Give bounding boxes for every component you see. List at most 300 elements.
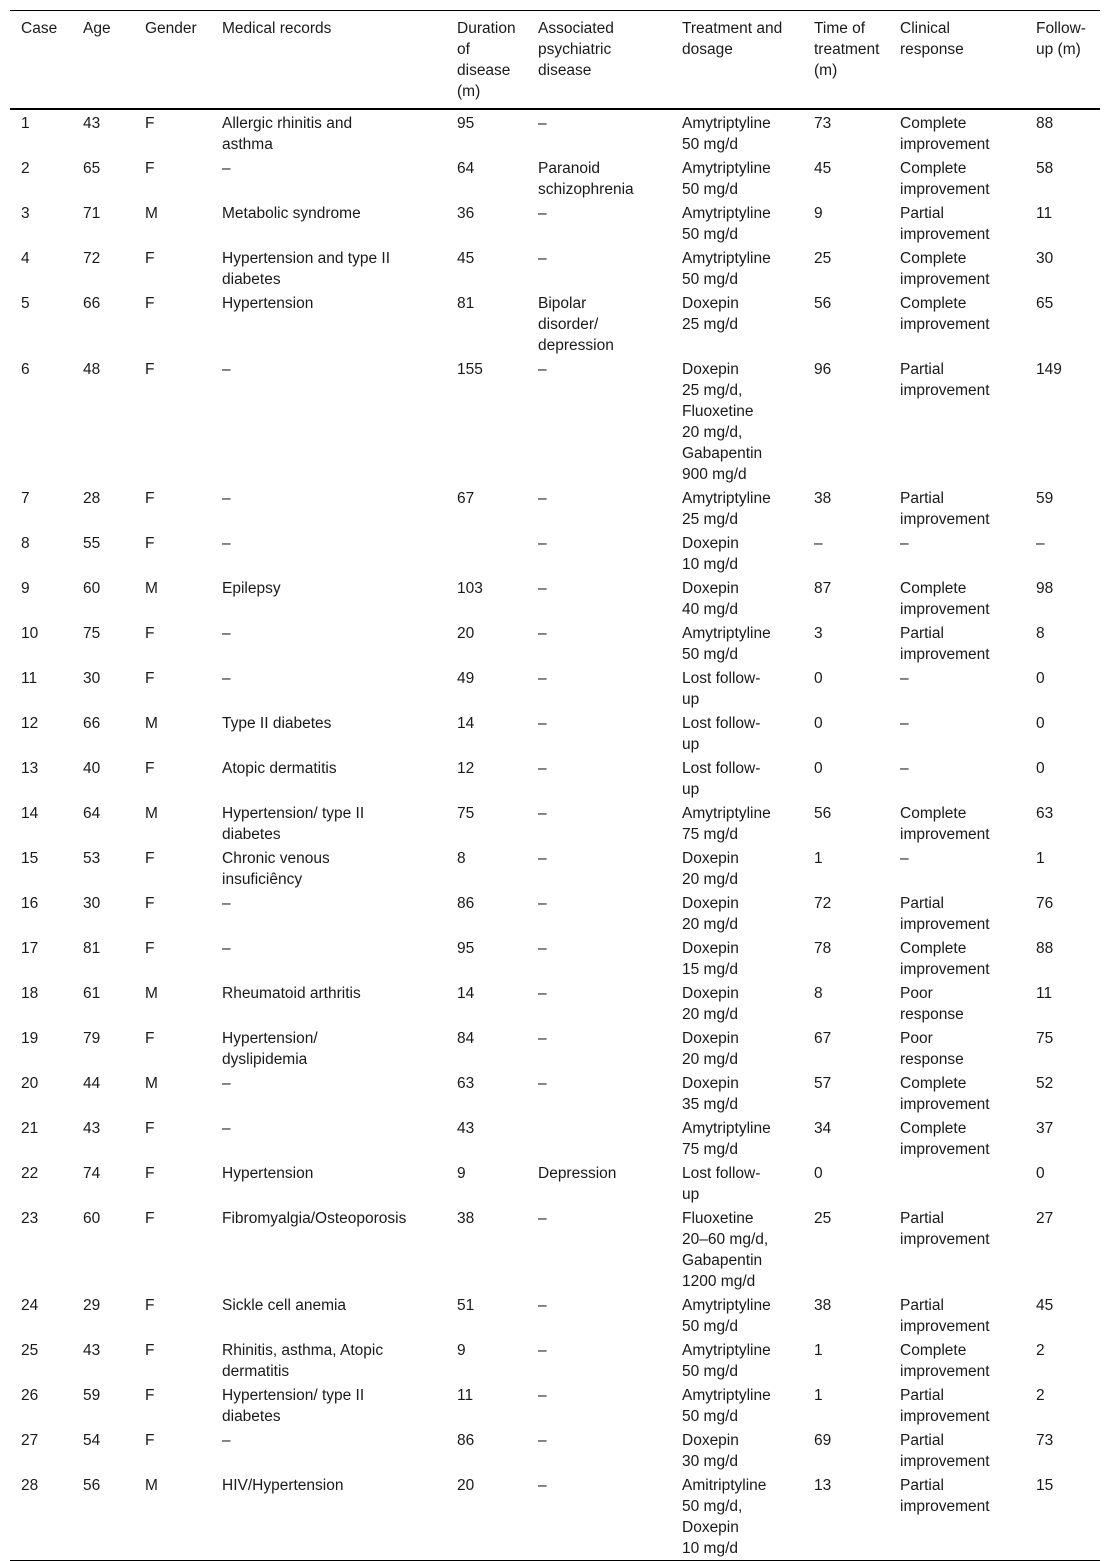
cell-age: 40 — [83, 760, 101, 777]
cell-text-line: Doxepin — [682, 1030, 739, 1047]
cell-psychiatric-disease — [527, 801, 671, 846]
cell-duration: 9 — [457, 1165, 466, 1182]
cell-text-line: improvement — [900, 601, 990, 618]
table-row — [10, 201, 1100, 246]
cell-time-of-treatment: 69 — [814, 1432, 832, 1449]
cell-gender: F — [145, 1120, 155, 1137]
cell-time-of-treatment: 25 — [814, 250, 832, 267]
cell-clinical-response — [889, 1206, 1025, 1293]
cell-psychiatric-disease — [527, 357, 671, 486]
cell-medical-records — [211, 1428, 446, 1473]
cell-case: 9 — [21, 580, 30, 597]
cell-time-of-treatment: 73 — [814, 115, 832, 132]
cell-gender: F — [145, 940, 155, 957]
cell-text-line: – — [538, 760, 547, 777]
cell-text-line: – — [538, 670, 547, 687]
cell-medical-records — [211, 846, 446, 891]
case-table — [10, 10, 1100, 1561]
cell-text-line: – — [538, 580, 547, 597]
cell-text-line: Bipolar — [538, 295, 587, 312]
header-duration — [446, 11, 527, 110]
cell-medical-records — [211, 357, 446, 486]
cell-text-line: Complete — [900, 1342, 967, 1359]
cell-text-line: Metabolic syndrome — [222, 205, 361, 222]
cell-gender: F — [145, 361, 155, 378]
cell-case: 24 — [21, 1297, 39, 1314]
cell-text-line: depression — [538, 337, 614, 354]
cell-follow-up: 8 — [1036, 625, 1045, 642]
cell-text-line: Chronic venous — [222, 850, 330, 867]
cell-clinical-response — [889, 981, 1025, 1026]
cell-text-line: dermatitis — [222, 1363, 290, 1380]
cell-follow-up: 2 — [1036, 1387, 1045, 1404]
cell-text-line: improvement — [900, 511, 990, 528]
cell-gender: F — [145, 490, 155, 507]
cell-treatment — [671, 156, 803, 201]
cell-text-line: 20–60 mg/d, — [682, 1231, 769, 1248]
cell-text-line: Epilepsy — [222, 580, 281, 597]
cell-medical-records — [211, 1026, 446, 1071]
cell-text-line: Amytriptyline — [682, 160, 771, 177]
cell-follow-up: 0 — [1036, 670, 1045, 687]
cell-clinical-response — [889, 756, 1025, 801]
cell-duration: 86 — [457, 895, 475, 912]
cell-age: 66 — [83, 295, 101, 312]
cell-text-line: improvement — [900, 181, 990, 198]
cell-text-line: dyslipidemia — [222, 1051, 308, 1068]
header-psychiatric-disease — [527, 11, 671, 110]
cell-psychiatric-disease — [527, 576, 671, 621]
cell-case: 17 — [21, 940, 39, 957]
table-row — [10, 357, 1100, 486]
cell-clinical-response — [889, 576, 1025, 621]
cell-text-line: 20 mg/d — [682, 916, 739, 933]
cell-time-of-treatment: 57 — [814, 1075, 832, 1092]
cell-follow-up: 30 — [1036, 250, 1054, 267]
cell-text-line: Complete — [900, 250, 967, 267]
cell-psychiatric-disease — [527, 156, 671, 201]
cell-text-line: Partial — [900, 361, 944, 378]
cell-case: 27 — [21, 1432, 39, 1449]
cell-medical-records — [211, 891, 446, 936]
header-text-line: response — [900, 41, 964, 58]
cell-treatment — [671, 1383, 803, 1428]
cell-case: 16 — [21, 895, 39, 912]
cell-text-line: – — [538, 1297, 547, 1314]
cell-psychiatric-disease — [527, 936, 671, 981]
cell-medical-records — [211, 201, 446, 246]
header-text-line: Follow- — [1036, 20, 1086, 37]
cell-clinical-response — [889, 109, 1025, 156]
cell-text-line: Fluoxetine — [682, 1210, 754, 1227]
cell-text-line: – — [538, 1342, 547, 1359]
table-header — [10, 11, 1100, 110]
cell-text-line: Complete — [900, 580, 967, 597]
table-row — [10, 246, 1100, 291]
cell-time-of-treatment: 1 — [814, 1387, 823, 1404]
cell-follow-up: 73 — [1036, 1432, 1054, 1449]
cell-text-line: 30 mg/d — [682, 1453, 739, 1470]
cell-text-line: Complete — [900, 115, 967, 132]
cell-text-line: 75 mg/d — [682, 1141, 739, 1158]
cell-text-line: improvement — [900, 916, 990, 933]
cell-duration: 95 — [457, 940, 475, 957]
cell-treatment — [671, 891, 803, 936]
cell-text-line: improvement — [900, 1498, 990, 1515]
cell-follow-up: 52 — [1036, 1075, 1054, 1092]
cell-text-line: – — [538, 625, 547, 642]
cell-duration: 20 — [457, 625, 475, 642]
cell-treatment — [671, 981, 803, 1026]
cell-psychiatric-disease — [527, 1338, 671, 1383]
cell-text-line: – — [222, 940, 231, 957]
cell-treatment — [671, 486, 803, 531]
cell-duration: 64 — [457, 160, 475, 177]
table-row — [10, 621, 1100, 666]
cell-gender: F — [145, 625, 155, 642]
cell-duration: 67 — [457, 490, 475, 507]
cell-text-line: Amytriptyline — [682, 250, 771, 267]
cell-follow-up: 45 — [1036, 1297, 1054, 1314]
cell-text-line: Complete — [900, 1120, 967, 1137]
cell-psychiatric-disease — [527, 1161, 671, 1206]
cell-age: 66 — [83, 715, 101, 732]
cell-duration: 14 — [457, 985, 475, 1002]
header-gender — [134, 11, 211, 110]
cell-gender: F — [145, 1030, 155, 1047]
cell-clinical-response — [889, 1071, 1025, 1116]
header-text-line: Treatment and — [682, 20, 783, 37]
cell-time-of-treatment: 56 — [814, 295, 832, 312]
cell-gender: F — [145, 1342, 155, 1359]
cell-text-line: 50 mg/d — [682, 226, 739, 243]
cell-case: 19 — [21, 1030, 39, 1047]
cell-clinical-response — [889, 201, 1025, 246]
cell-text-line: schizophrenia — [538, 181, 634, 198]
cell-medical-records — [211, 109, 446, 156]
cell-age: 44 — [83, 1075, 101, 1092]
header-text-line: Gender — [145, 20, 197, 37]
cell-text-line: response — [900, 1051, 964, 1068]
cell-medical-records — [211, 1206, 446, 1293]
cell-text-line: diabetes — [222, 1408, 281, 1425]
cell-medical-records — [211, 1473, 446, 1561]
cell-text-line: Hypertension/ type II — [222, 805, 365, 822]
header-case — [10, 11, 72, 110]
cell-follow-up: 98 — [1036, 580, 1054, 597]
cell-text-line: 35 mg/d — [682, 1096, 739, 1113]
cell-time-of-treatment: 0 — [814, 715, 823, 732]
cell-text-line: 50 mg/d — [682, 271, 739, 288]
cell-psychiatric-disease — [527, 1206, 671, 1293]
cell-text-line: Amytriptyline — [682, 625, 771, 642]
cell-text-line: – — [222, 361, 231, 378]
cell-follow-up: 88 — [1036, 115, 1054, 132]
header-text-line: (m) — [814, 62, 838, 79]
cell-clinical-response — [889, 1116, 1025, 1161]
cell-treatment — [671, 1473, 803, 1561]
cell-gender: M — [145, 580, 158, 597]
cell-text-line: – — [222, 1432, 231, 1449]
header-text-line: up (m) — [1036, 41, 1081, 58]
cell-text-line: – — [222, 1120, 231, 1137]
cell-time-of-treatment: 1 — [814, 850, 823, 867]
cell-duration: 49 — [457, 670, 475, 687]
cell-medical-records — [211, 621, 446, 666]
cell-text-line: improvement — [900, 1363, 990, 1380]
cell-case: 22 — [21, 1165, 39, 1182]
cell-follow-up: 63 — [1036, 805, 1054, 822]
cell-age: 43 — [83, 1120, 101, 1137]
header-treatment — [671, 11, 803, 110]
cell-follow-up: 149 — [1036, 361, 1062, 378]
cell-text-line: up — [682, 736, 700, 753]
cell-age: 65 — [83, 160, 101, 177]
header-text-line: disease — [457, 62, 511, 79]
table-row — [10, 801, 1100, 846]
cell-text-line: Complete — [900, 805, 967, 822]
cell-clinical-response — [889, 1428, 1025, 1473]
cell-duration: 14 — [457, 715, 475, 732]
table-row — [10, 936, 1100, 981]
cell-clinical-response — [889, 291, 1025, 357]
cell-duration: 84 — [457, 1030, 475, 1047]
cell-text-line: Amytriptyline — [682, 1387, 771, 1404]
header-text-line: of — [457, 41, 470, 58]
cell-medical-records — [211, 711, 446, 756]
cell-text-line: Paranoid — [538, 160, 601, 177]
cell-time-of-treatment: 0 — [814, 1165, 823, 1182]
cell-text-line: – — [222, 535, 231, 552]
cell-psychiatric-disease — [527, 666, 671, 711]
cell-text-line: – — [538, 205, 547, 222]
cell-clinical-response — [889, 936, 1025, 981]
header-text-line: dosage — [682, 41, 733, 58]
cell-text-line: Partial — [900, 895, 944, 912]
cell-psychiatric-disease — [527, 531, 671, 576]
cell-text-line: insuficiêncy — [222, 871, 303, 888]
cell-text-line: Poor — [900, 985, 933, 1002]
cell-text-line: 40 mg/d — [682, 601, 739, 618]
cell-medical-records — [211, 1338, 446, 1383]
cell-text-line: – — [222, 1075, 231, 1092]
cell-text-line: Depression — [538, 1165, 617, 1182]
cell-treatment — [671, 1116, 803, 1161]
cell-text-line: response — [900, 1006, 964, 1023]
cell-text-line: Lost follow- — [682, 670, 761, 687]
cell-case: 21 — [21, 1120, 39, 1137]
cell-text-line: Doxepin — [682, 1432, 739, 1449]
cell-text-line: 25 mg/d — [682, 316, 739, 333]
cell-duration: 75 — [457, 805, 475, 822]
cell-text-line: 20 mg/d — [682, 1006, 739, 1023]
header-text-line: Age — [83, 20, 111, 37]
table-row — [10, 109, 1100, 156]
cell-gender: F — [145, 895, 155, 912]
cell-text-line: Amytriptyline — [682, 805, 771, 822]
cell-text-line: Hypertension and type II — [222, 250, 391, 267]
cell-age: 30 — [83, 670, 101, 687]
cell-treatment — [671, 846, 803, 891]
cell-gender: F — [145, 1165, 155, 1182]
cell-text-line: Amytriptyline — [682, 490, 771, 507]
cell-treatment — [671, 711, 803, 756]
cell-gender: F — [145, 535, 155, 552]
cell-age: 61 — [83, 985, 101, 1002]
table-row — [10, 891, 1100, 936]
cell-time-of-treatment: 1 — [814, 1342, 823, 1359]
cell-text-line: Doxepin — [682, 985, 739, 1002]
cell-psychiatric-disease — [527, 1473, 671, 1561]
cell-medical-records — [211, 576, 446, 621]
cell-text-line: – — [538, 1387, 547, 1404]
cell-medical-records — [211, 1383, 446, 1428]
cell-duration: 9 — [457, 1342, 466, 1359]
table-row — [10, 981, 1100, 1026]
cell-text-line: Complete — [900, 940, 967, 957]
cell-text-line: improvement — [900, 1318, 990, 1335]
cell-text-line: Hypertension — [222, 1165, 314, 1182]
cell-age: 64 — [83, 805, 101, 822]
cell-medical-records — [211, 801, 446, 846]
cell-treatment — [671, 357, 803, 486]
cell-clinical-response — [889, 1473, 1025, 1561]
cell-clinical-response — [889, 1383, 1025, 1428]
cell-text-line: improvement — [900, 136, 990, 153]
cell-time-of-treatment: 56 — [814, 805, 832, 822]
cell-clinical-response — [889, 666, 1025, 711]
cell-medical-records — [211, 156, 446, 201]
cell-treatment — [671, 1293, 803, 1338]
cell-follow-up: 75 — [1036, 1030, 1054, 1047]
cell-time-of-treatment: 38 — [814, 490, 832, 507]
cell-treatment — [671, 246, 803, 291]
cell-text-line: Doxepin — [682, 1075, 739, 1092]
cell-text-line: Type II diabetes — [222, 715, 332, 732]
cell-medical-records — [211, 1293, 446, 1338]
cell-age: 28 — [83, 490, 101, 507]
table-row — [10, 1116, 1100, 1161]
cell-age: 55 — [83, 535, 101, 552]
cell-gender: F — [145, 1432, 155, 1449]
case-table-container — [10, 10, 1100, 1561]
header-text-line: psychiatric — [538, 41, 612, 58]
cell-text-line: disorder/ — [538, 316, 599, 333]
cell-medical-records — [211, 666, 446, 711]
cell-age: 71 — [83, 205, 101, 222]
cell-text-line: improvement — [900, 961, 990, 978]
cell-treatment — [671, 1071, 803, 1116]
cell-clinical-response — [889, 1293, 1025, 1338]
table-row — [10, 1428, 1100, 1473]
cell-psychiatric-disease — [527, 486, 671, 531]
cell-text-line: – — [538, 1210, 547, 1227]
cell-clinical-response — [889, 891, 1025, 936]
cell-duration — [446, 531, 527, 576]
cell-text-line: improvement — [900, 1231, 990, 1248]
cell-time-of-treatment: 0 — [814, 670, 823, 687]
cell-gender: F — [145, 760, 155, 777]
cell-follow-up: 88 — [1036, 940, 1054, 957]
cell-clinical-response — [889, 1338, 1025, 1383]
cell-gender: F — [145, 850, 155, 867]
cell-follow-up: 27 — [1036, 1210, 1054, 1227]
cell-psychiatric-disease — [527, 711, 671, 756]
cell-case: 12 — [21, 715, 39, 732]
cell-treatment — [671, 666, 803, 711]
cell-text-line: – — [538, 805, 547, 822]
cell-text-line: Rheumatoid arthritis — [222, 985, 361, 1002]
cell-case: 26 — [21, 1387, 39, 1404]
cell-text-line: Partial — [900, 1477, 944, 1494]
cell-treatment — [671, 1206, 803, 1293]
cell-duration: 45 — [457, 250, 475, 267]
cell-age: 43 — [83, 1342, 101, 1359]
cell-follow-up: – — [1036, 535, 1045, 552]
cell-text-line: – — [538, 1477, 547, 1494]
cell-text-line: Doxepin — [682, 295, 739, 312]
cell-psychiatric-disease — [527, 846, 671, 891]
cell-treatment — [671, 801, 803, 846]
cell-text-line: improvement — [900, 316, 990, 333]
cell-treatment — [671, 1026, 803, 1071]
header-medical-records — [211, 11, 446, 110]
cell-text-line: Partial — [900, 205, 944, 222]
cell-treatment — [671, 576, 803, 621]
header-follow-up — [1025, 11, 1100, 110]
cell-follow-up: 37 — [1036, 1120, 1054, 1137]
cell-time-of-treatment: 38 — [814, 1297, 832, 1314]
cell-text-line: – — [900, 535, 909, 552]
cell-gender: F — [145, 1387, 155, 1404]
cell-treatment — [671, 621, 803, 666]
cell-duration: 86 — [457, 1432, 475, 1449]
cell-age: 59 — [83, 1387, 101, 1404]
cell-medical-records — [211, 1161, 446, 1206]
header-row — [10, 11, 1100, 110]
cell-text-line: – — [538, 1075, 547, 1092]
cell-age: 29 — [83, 1297, 101, 1314]
cell-case: 10 — [21, 625, 39, 642]
cell-psychiatric-disease — [527, 621, 671, 666]
cell-time-of-treatment: 13 — [814, 1477, 832, 1494]
cell-age: 43 — [83, 115, 101, 132]
cell-text-line: 20 mg/d — [682, 1051, 739, 1068]
cell-medical-records — [211, 246, 446, 291]
table-row — [10, 1338, 1100, 1383]
cell-text-line: – — [538, 1432, 547, 1449]
cell-text-line: – — [538, 985, 547, 1002]
cell-gender: M — [145, 1075, 158, 1092]
cell-follow-up: 59 — [1036, 490, 1054, 507]
table-row — [10, 1383, 1100, 1428]
header-text-line: Time of — [814, 20, 866, 37]
cell-age: 30 — [83, 895, 101, 912]
cell-time-of-treatment: 3 — [814, 625, 823, 642]
cell-clinical-response — [889, 1161, 1025, 1206]
cell-text-line: 900 mg/d — [682, 466, 747, 483]
cell-treatment — [671, 756, 803, 801]
cell-follow-up: 1 — [1036, 850, 1045, 867]
cell-text-line: Poor — [900, 1030, 933, 1047]
cell-psychiatric-disease — [527, 981, 671, 1026]
cell-time-of-treatment: 0 — [814, 760, 823, 777]
table-row — [10, 1473, 1100, 1561]
cell-psychiatric-disease — [527, 291, 671, 357]
cell-text-line: Partial — [900, 490, 944, 507]
cell-gender: F — [145, 250, 155, 267]
cell-text-line: Amytriptyline — [682, 115, 771, 132]
